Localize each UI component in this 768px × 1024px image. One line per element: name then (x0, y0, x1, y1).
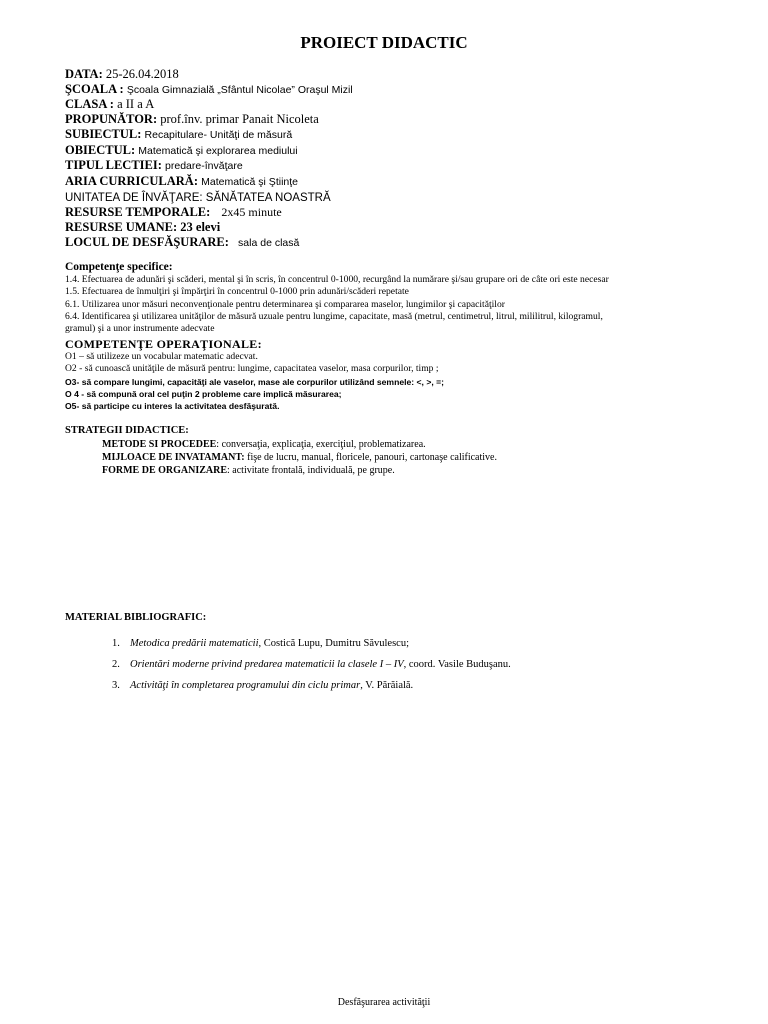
materials-value: fişe de lucru, manual, floricele, panouri, cartonaşe calificative. (244, 452, 497, 463)
curricular-area-row (65, 174, 745, 190)
school-label: ŞCOALA : (65, 81, 124, 96)
book-title: Activităţi în completarea programului din ciclu primar (130, 680, 361, 691)
materials-label: MIJLOACE DE INVATAMANT: (102, 452, 245, 463)
book-authors: , coord. Vasile Buduşanu. (403, 659, 511, 670)
list-item: 6.1. Utilizarea unor măsuri neconvenţionale pentru determinarea şi compararea maselor, lungimilor şi capacităţilor (65, 298, 505, 310)
list-item: 1.4. Efectuarea de adunări şi scăderi, mental şi în scris, în concentrul 0-1000, recurgând la numărare şi/sau grupare ori de câte ori este necesar (65, 274, 609, 285)
date-row (65, 67, 745, 82)
methods-row (65, 438, 745, 451)
item-number: 1. (112, 638, 120, 649)
curricular-area-value: Matematică şi Ştiinţe (201, 175, 298, 188)
list-item (112, 659, 511, 680)
operational-competences-section (65, 337, 745, 412)
lesson-type-row (65, 158, 745, 174)
item-number: 2. (112, 659, 120, 670)
list-item: O5- să participe cu interes la activitatea desfăşurată. (65, 401, 280, 412)
item-number: 3. (112, 680, 120, 691)
teacher-value: prof.înv. primar Panait Nicoleta (160, 112, 319, 127)
operational-competences-heading: COMPETENŢE OPERAŢIONALE: (65, 337, 262, 351)
subject-row (65, 127, 745, 143)
school-value: Şcoala Gimnazială „Sfântul Nicolae” Oraşul Mizil (126, 83, 353, 96)
discipline-label: OBIECTUL: (65, 142, 136, 157)
teacher-row (65, 112, 745, 127)
list-item: O2 - să cunoască unităţile de măsură pentru: lungime, capacitatea vaselor, masa corpurilor, timp ; (65, 363, 439, 375)
time-resources-row (65, 205, 745, 220)
list-item: O3- să compare lungimi, capacităţi ale vaselor, mase ale corpurilor utilizând semnele: <, >, =; (65, 376, 444, 387)
list-item: 1.5. Efectuarea de înmulţiri şi împărţiri în concentrul 0-1000 prin adunări/scăderi repetate (65, 286, 409, 298)
time-resources-value: 2x45 minute (221, 205, 282, 220)
organization-row (65, 464, 745, 477)
class-label: CLASA : (65, 97, 114, 112)
materials-row (65, 451, 745, 464)
teaching-strategies-heading: STRATEGII DIDACTICE: (65, 425, 189, 436)
teacher-label: PROPUNĂTOR: (65, 112, 158, 127)
methods-value: : conversaţia, explicaţia, exerciţiul, problematizarea. (216, 439, 426, 450)
date-value: 25-26.04.2018 (105, 67, 179, 81)
book-authors: , Costică Lupu, Dumitru Săvulescu; (258, 638, 409, 649)
discipline-value: Matematică şi explorarea mediului (138, 144, 298, 157)
bibliography-list (112, 638, 511, 701)
specific-competences-heading: Competenţe specifice: (65, 261, 173, 273)
teaching-strategies-section (65, 424, 745, 477)
book-title: Metodica predării matematicii (130, 638, 259, 649)
human-resources-text: RESURSE UMANE: 23 elevi (65, 220, 221, 235)
list-item (112, 680, 511, 701)
learning-unit-text: UNITATEA DE ÎNVĂŢARE: SĂNĂTATEA NOASTRĂ (65, 191, 331, 204)
list-item: O1 – să utilizeze un vocabular matematic adecvat. (65, 351, 258, 362)
learning-unit-row (65, 190, 745, 206)
specific-competences-section (65, 260, 745, 335)
organization-value: : activitate frontală, individuală, pe grupe. (227, 465, 395, 476)
footer-text: Desfăşurarea activităţii (337, 997, 431, 1008)
subject-value: Recapitulare- Unităţi de măsură (144, 128, 293, 141)
book-title: Orientări moderne privind predarea matematicii la clasele I – IV (130, 659, 404, 670)
methods-label: METODE SI PROCEDEE (102, 439, 217, 450)
location-row (65, 235, 745, 251)
subject-label: SUBIECTUL: (65, 126, 142, 141)
lesson-type-value: predare-învăţare (165, 160, 243, 173)
location-value: sala de clasă (238, 236, 300, 249)
location-label: LOCUL DE DESFĂŞURARE: (65, 234, 229, 249)
lesson-header (65, 67, 745, 250)
bibliography-heading: MATERIAL BIBLIOGRAFIC: (65, 612, 207, 623)
time-resources-label: RESURSE TEMPORALE: (65, 205, 211, 220)
discipline-row (65, 143, 745, 159)
human-resources-row (65, 220, 745, 235)
list-item: gramul) şi a unor instrumente adecvate (65, 323, 215, 335)
class-value: a II a A (117, 97, 155, 112)
page-title: PROIECT DIDACTIC (300, 33, 468, 52)
list-item: 6.4. Identificarea şi utilizarea unităţilor de măsură uzuale pentru lungime, capacitate, masă (metrul, centimetrul, litrul, mililitrul, kilogramul, (65, 310, 603, 322)
class-row (65, 97, 745, 112)
curricular-area-label: ARIA CURRICULARĂ: (65, 173, 198, 188)
list-item (112, 638, 511, 659)
book-authors: , V. Părăială. (360, 680, 414, 691)
operational-competences-list (65, 351, 745, 412)
organization-label: FORME DE ORGANIZARE (102, 465, 228, 476)
school-row (65, 82, 745, 98)
specific-competences-list (65, 274, 745, 335)
lesson-type-label: TIPUL LECTIEI: (65, 158, 162, 173)
date-label: DATA: (65, 67, 103, 81)
list-item: O 4 - să compună oral cel puţin 2 probleme care implică măsurarea; (65, 388, 342, 399)
